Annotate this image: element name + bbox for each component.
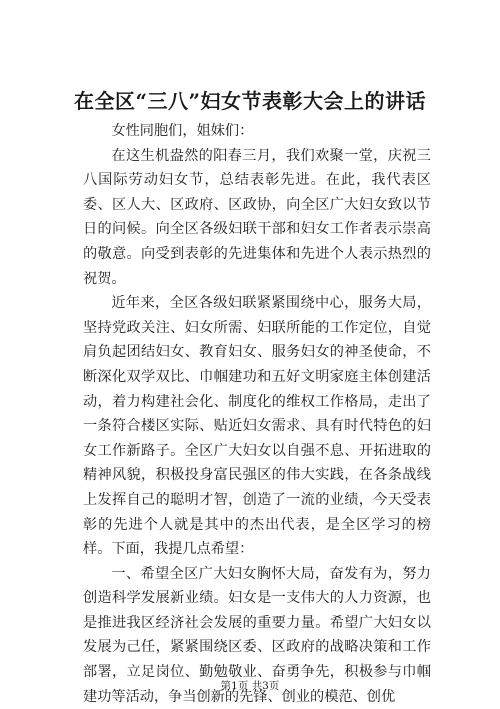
page-footer: 第1页 共3页 xyxy=(220,680,280,692)
document-body xyxy=(83,119,431,709)
achievements-paragraph: 近年来，全区各级妇联紧紧围绕中心，服务大局，坚持党政关注、妇女所需、妇联所能的工作定位，自觉肩负起团结妇女、教育妇女、服务妇女的神圣使命，不断深化双学双比、巾帼建功和五好文明家庭主体创建活动，着力构建社会化、制度化的维权工作格局，走出了一条符合楼区实际、贴近妇女需求、具有时代特色的妇女工作新路子。全区广大妇女以自强不息、开拓进取的精神风貌，积极投身富民强区的伟大实践，在各条战线上发挥自己的聪明才智，创造了一流的业绩，今天受表彰的先进个人就是其中的杰出代表，是全区学习的榜样。下面，我提几点希望： xyxy=(83,295,431,558)
opening-paragraph: 在这生机盎然的阳春三月，我们欢聚一堂，庆祝三八国际劳动妇女节，总结表彰先进。在此，我代表区委、区人大、区政府、区政协，向全区广大妇女致以节日的问候。向全区各级妇联干部和妇女工作者表示崇高的敬意。向受到表彰的先进集体和先进个人表示热烈的祝贺。 xyxy=(83,147,431,287)
salutation-paragraph: 女性同胞们，姐妹们： xyxy=(111,123,254,139)
first-hope-paragraph: 一、希望全区广大妇女胸怀大局，奋发有为，努力创造科学发展新业绩。妇女是一支伟大的人力资源，也是推进我区经济社会发展的重要力量。希望广大妇女以发展为己任，紧紧围绕区委、区政府的战略决策和工作部署，立足岗位、勤勉敬业、奋勇争先，积极参与巾帼建功等活动，争当创新的先锋、创业的模范、创优 xyxy=(83,565,431,705)
document-title: 在全区“三八”妇女节表彰大会上的讲话 xyxy=(73,89,426,113)
